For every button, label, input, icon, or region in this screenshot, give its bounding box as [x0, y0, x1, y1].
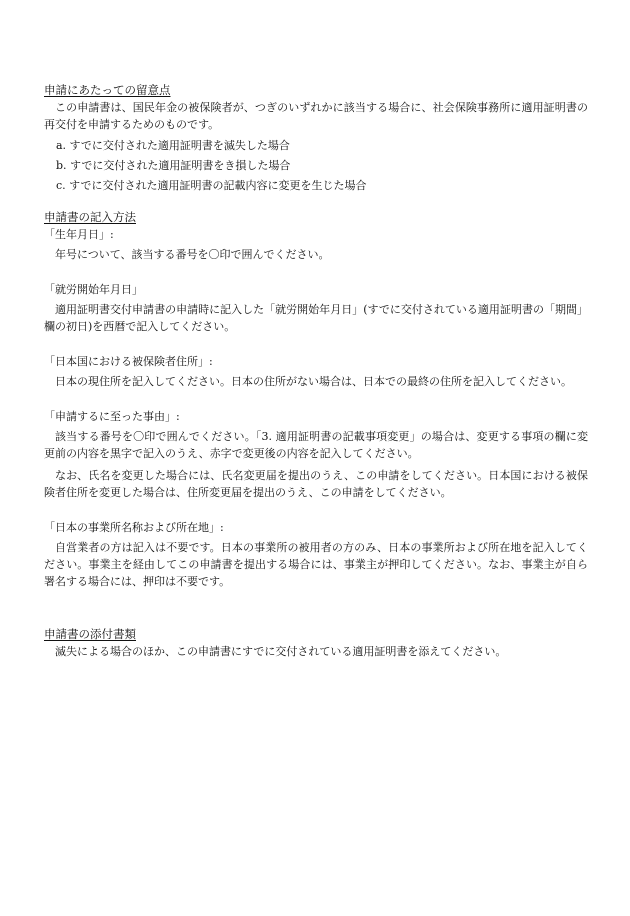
section-title-attachments: 申請書の添付書類 [44, 627, 136, 641]
field-item-reason [44, 408, 588, 501]
document-page [44, 82, 588, 660]
field-description: なお、氏名を変更した場合には、氏名変更届を提出のうえ、この申請をしてください。日本国における被保険者住所を変更した場合は、住所変更届を提出のうえ、この申請をしてください。 [44, 469, 588, 499]
field-label: 「就労開始年月日」 [44, 283, 143, 296]
field-description: 年号について、該当する番号を〇印で囲んでください。 [55, 248, 330, 261]
field-label: 「申請するに至った事由」: [44, 410, 180, 423]
list-item: b. すでに交付された適用証明書をき損した場合 [56, 159, 291, 172]
field-item-work-start-date [44, 281, 588, 335]
list-item: c. すでに交付された適用証明書の記載内容に変更を生じた場合 [56, 179, 367, 192]
notes-list [44, 137, 588, 194]
field-description: 該当する番号を〇印で囲んでください。「3. 適用証明書の記載事項変更」の場合は、変更する事項の欄に変更前の内容を黒字で記入のうえ、赤字で変更後の内容を記入してください。 [44, 430, 588, 460]
field-label: 「生年月日」: [44, 228, 114, 241]
attachments-paragraph: 滅失による場合のほか、この申請書にすでに交付されている適用証明書を添えてください。 [55, 645, 507, 658]
field-label: 「日本の事業所名称および所在地」: [44, 521, 224, 534]
notes-paragraph: この申請書は、国民年金の被保険者が、つぎのいずれかに該当する場合に、社会保険事務所に適用証明書の再交付を申請するためのものです。 [44, 101, 588, 131]
field-item-birthdate [44, 226, 588, 263]
field-description: 適用証明書交付申請書の申請時に記入した「就労開始年月日」(すでに交付されている適用証明書の「期間」欄の初日)を西暦で記入してください。 [44, 303, 588, 333]
field-item-japan-address [44, 353, 588, 390]
field-description: 日本の現住所を記入してください。日本の住所がない場合は、日本での最終の住所を記入してください。 [55, 375, 572, 388]
list-item: a. すでに交付された適用証明書を滅失した場合 [56, 139, 290, 152]
section-title-notes: 申請にあたっての留意点 [44, 83, 171, 97]
section-title-how-to-fill: 申請書の記入方法 [44, 210, 136, 224]
field-item-employer [44, 519, 588, 590]
field-description: 自営業者の方は記入は不要です。日本の事業所の被用者の方のみ、日本の事業所および所在地を記入してください。事業主を経由してこの申請書を提出する場合には、事業主が押印してください。なお、事業主が自ら署名する場合には、押印は不要です。 [44, 541, 588, 588]
field-label: 「日本国における被保険者住所」: [44, 355, 213, 368]
